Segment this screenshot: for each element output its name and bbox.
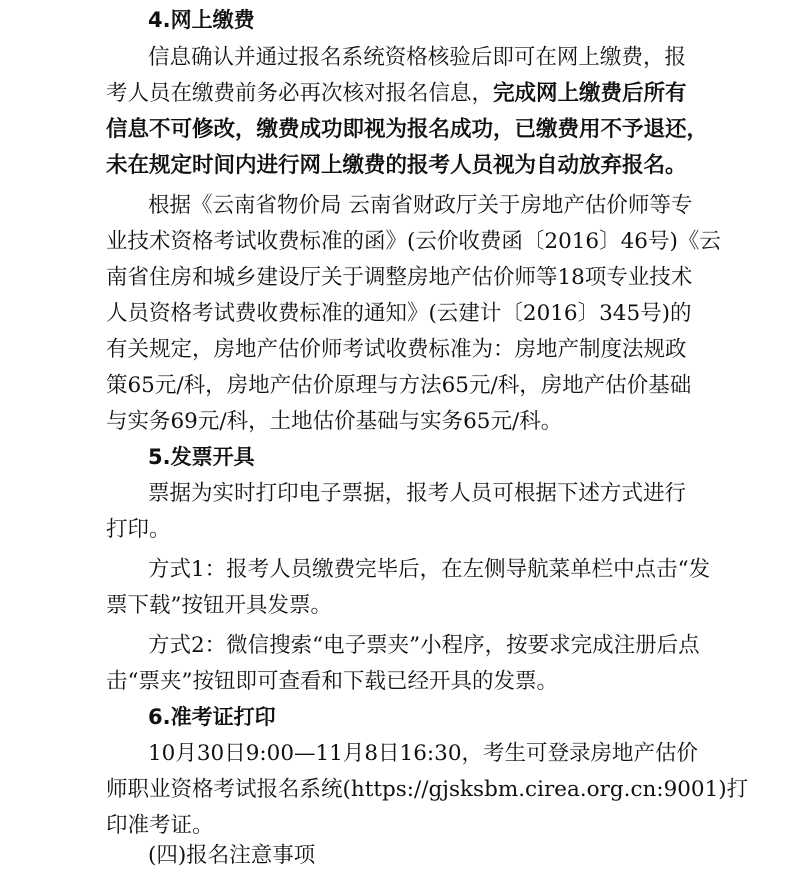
paragraph-line: 与实务69元/科，土地估价基础与实务65元/科。 [106,409,563,434]
section-heading-invoice: 5.发票开具 [148,445,255,469]
paragraph-line: 根据《云南省物价局 云南省财政厅关于房地产估价师等专 [148,193,693,218]
paragraph-line: 票下载”按钮开具发票。 [106,593,332,618]
paragraph-line [106,76,686,112]
paragraph-line: 打印。 [106,517,171,542]
section-heading-notes: (四)报名注意事项 [148,843,316,868]
paragraph-line: 票据为实时打印电子票据，报考人员可根据下述方式进行 [148,481,686,506]
paragraph-line: 师职业资格考试报名系统(https://gjsksbm.cirea.org.cn:9001)打 [106,777,749,802]
paragraph-line: 业技术资格考试收费标准的函》(云价收费函〔2016〕46号)《云 [106,229,721,254]
bold-notice-text: 完成网上缴费后所有 [493,81,687,106]
paragraph-line: 方式2：微信搜索“电子票夹”小程序，按要求完成注册后点 [148,633,700,658]
paragraph-line: 人员资格考试费收费标准的通知》(云建计〔2016〕345号)的 [106,301,692,326]
bold-notice-line: 信息不可修改，缴费成功即视为报名成功，已缴费用不予退还， [106,117,709,142]
paragraph-line: 信息确认并通过报名系统资格核验后即可在网上缴费，报 [148,45,686,70]
paragraph-line: 有关规定，房地产估价师考试收费标准为：房地产制度法规政 [106,337,687,362]
bold-notice-line: 未在规定时间内进行网上缴费的报考人员视为自动放弃报名。 [106,153,687,178]
paragraph-line: 击“票夹”按钮即可查看和下载已经开具的发票。 [106,669,558,694]
paragraph-text: 考人员在缴费前务必再次核对报名信息， [106,81,494,106]
paragraph-line: 南省住房和城乡建设厅关于调整房地产估价师等18项专业技术 [106,265,693,290]
section-heading-online-payment: 4.网上缴费 [148,8,255,32]
paragraph-line: 印准考证。 [106,813,214,838]
paragraph-line: 策65元/科，房地产估价原理与方法65元/科，房地产估价基础 [106,373,692,398]
section-heading-admission-ticket: 6.准考证打印 [148,705,276,729]
paragraph-line: 方式1：报考人员缴费完毕后，在左侧导航菜单栏中点击“发 [148,557,711,582]
paragraph-line: 10月30日9:00—11月8日16:30，考生可登录房地产估价 [148,741,698,766]
